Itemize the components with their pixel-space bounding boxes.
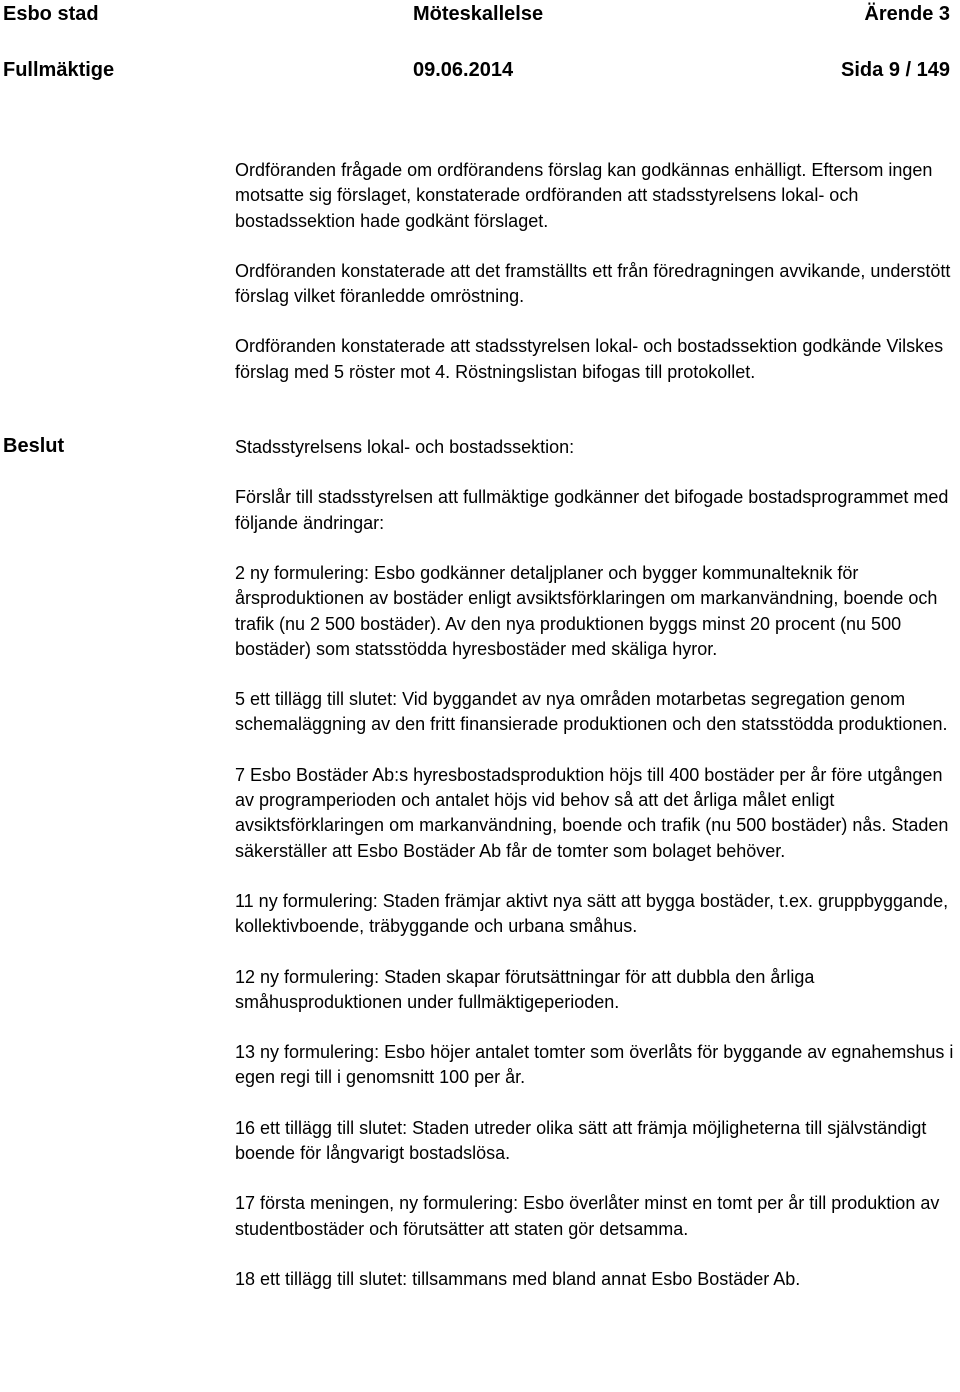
intro-paragraph-2: Ordföranden konstaterade att det framställts ett från föredragningen avvikande, understött förslag vilket föranledde omröstning. <box>235 260 951 307</box>
intro-paragraph-1: Ordföranden frågade om ordförandens förslag kan godkännas enhälligt. Eftersom ingen motsatte sig förslaget, konstaterade ordföranden att stadsstyrelsens lokal- och bostadssektion hade godkänt förslaget. <box>235 160 933 231</box>
decision-heading: Stadsstyrelsens lokal- och bostadssektion: <box>235 437 575 458</box>
intro-paragraph-3: Ordföranden konstaterade att stadsstyrelsen lokal- och bostadssektion godkände Vilskes förslag med 5 röster mot 4. Röstningslistan bifogas till protokollet. <box>235 336 944 382</box>
header-row-bottom <box>0 56 960 84</box>
decision-item-16: 16 ett tillägg till slutet: Staden utreder olika sätt att främja möjligheterna till självständigt boende för långvarigt bostadslösa. <box>235 1117 927 1164</box>
decision-proposal: Förslår till stadsstyrelsen att fullmäktige godkänner det bifogade bostadsprogrammet med följande ändringar: <box>235 487 949 533</box>
decision-item-11: 11 ny formulering: Staden främjar aktivt nya sätt att bygga bostäder, t.ex. gruppbyggande, kollektivboende, träbyggande och urbana småhus. <box>235 890 949 937</box>
header-body: Fullmäktige <box>3 59 115 81</box>
decision-item-7: 7 Esbo Bostäder Ab:s hyresbostadsproduktion höjs till 400 bostäder per år före utgången av programperioden och antalet höjs vid behov så att det årliga målet enligt avsiktsförklaringen om markanvändning, boende och trafik (nu 500 bostäder) nås. Staden säkerställer att Esbo Bostäder Ab får de tomter som bolaget behöver. <box>235 764 949 861</box>
decision-item-17: 17 första meningen, ny formulering: Esbo överlåter minst en tomt per år till produktion av studentbostäder och förutsätter att staten gör detsamma. <box>235 1193 940 1239</box>
header-item-number: Ärende 3 <box>864 3 950 25</box>
header-organization: Esbo stad <box>3 3 99 25</box>
header-date: 09.06.2014 <box>413 59 514 81</box>
header-document-type: Möteskallelse <box>413 3 544 25</box>
decision-item-18: 18 ett tillägg till slutet: tillsammans med bland annat Esbo Bostäder Ab. <box>235 1268 801 1289</box>
header-page-number: Sida 9 / 149 <box>841 59 950 81</box>
decision-item-5: 5 ett tillägg till slutet: Vid byggandet av nya områden motarbetas segregation genom schemaläggning av den fritt finansierade produktionen och den statsstödda produktionen. <box>235 689 948 735</box>
decision-item-12: 12 ny formulering: Staden skapar förutsättningar för att dubbla den årliga småhusproduktionen under fullmäktigeperioden. <box>235 966 815 1012</box>
decision-item-13: 13 ny formulering: Esbo höjer antalet tomter som överlåts för byggande av egnahemshus i egen regi till i genomsnitt 100 per år. <box>235 1042 954 1088</box>
document-body <box>235 158 957 1292</box>
beslut-label: Beslut <box>3 435 65 457</box>
decision-item-2: 2 ny formulering: Esbo godkänner detaljplaner och bygger kommunalteknik för årsproduktionen av bostäder enligt avsiktsförklaringen om markanvändning, boende och trafik (nu 2 500 bostäder). Av den nya produktionen byggs minst 20 procent (nu 500 bostäder) som statsstödda hyresbostäder med skäliga hyror. <box>235 562 938 659</box>
header-row-top <box>0 0 960 28</box>
